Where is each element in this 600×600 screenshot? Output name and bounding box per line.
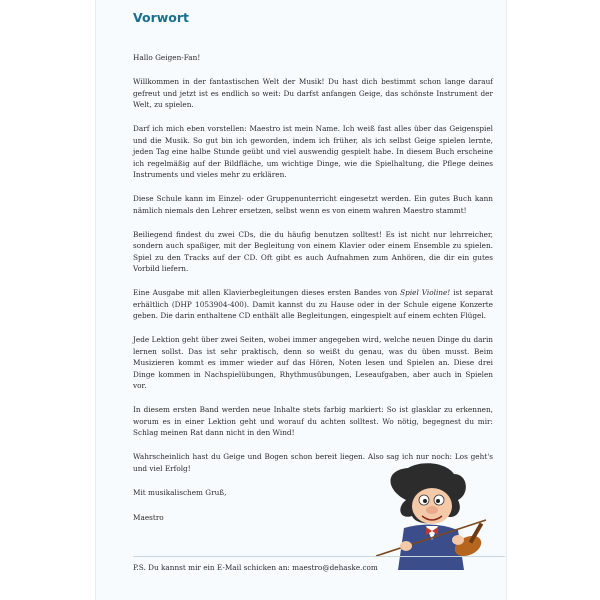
book-title: Spiel Violine! xyxy=(400,288,451,297)
paragraph-lessons: Diese Schule kann im Einzel- oder Gruppenunterricht eingesetzt werden. Ein gutes Buch kann nämlich niemals den Lehrer ersetzen, selbst wenn es von einem wahren Maestro stammt! xyxy=(133,194,493,215)
closing-line: Mit musikalischem Gruß, xyxy=(133,487,227,497)
document-page xyxy=(95,0,507,600)
greeting: Hallo Geigen-Fan! xyxy=(133,53,201,62)
edition-text-before: Eine Ausgabe mit allen Klavierbegleitungen dieses ersten Bandes von xyxy=(133,288,401,297)
postscript: P.S. Du kannst mir ein E-Mail schicken an: maestro@dehaske.com xyxy=(133,563,378,572)
footer-divider xyxy=(133,556,505,557)
page-title: Vorwort xyxy=(133,10,190,25)
paragraph-welcome: Willkommen in der fantastischen Welt der Musik! Du hast dich bestimmt schon lange darauf gefreut und jetzt ist es endlich so weit: Du darfst anfangen Geige, das schönste Instrument der Welt, zu spielen. xyxy=(133,77,493,109)
paragraph-markings: In diesem ersten Band werden neue Inhalte stets farbig markiert: So ist glasklar zu erkennen, worum es in einer Lektion geht und worauf du achten solltest. Wo nötig, begegnest du mir: Schlag meinen Rat dann nicht in den Wind! xyxy=(133,405,493,437)
paragraph-farewell: Wahrscheinlich hast du Geige und Bogen schon bereit liegen. Also sag ich nur noch: Los geht's und viel Erfolg! xyxy=(133,452,493,473)
paragraph-cds: Beiliegend findest du zwei CDs, die du häufig benutzen solltest! Es ist nicht nur lehrreicher, sondern auch spaßiger, mit der Begleitung von einem Klavier oder einem Ensemble zu spielen. Spiel zu den Tracks auf der CD. Oft gibt es auch Aufnahmen zum Anhören, die dir ein gutes Vorbild liefern. xyxy=(133,229,493,273)
signature: Maestro xyxy=(133,513,164,522)
edition-text-after: ist separat erhältlich (DHP 1053904-400). Damit kannst du zu Hause oder in der Schule eigene Konzerte geben. Die darin enthaltene CD enthält alle Begleitungen, eingespielt auf einem echten Flügel. xyxy=(133,288,493,320)
maestro-illustration xyxy=(346,460,506,570)
paragraph-introduction: Darf ich mich eben vorstellen: Maestro ist mein Name. Ich weiß fast alles über das Geigenspiel und die Musik. So gut bin ich geworden, indem ich früher, als ich selbst Geige spielen lernte, jeden Tag eine halbe Stunde geübt und viel auswendig gespielt habe. In diesem Buch erscheine ich regelmäßig auf der Bildfläche, um wichtige Dinge, wie die Spielhaltung, die Pflege deines Instruments und vieles mehr zu erklären. xyxy=(133,124,493,179)
paragraph-structure: Jede Lektion geht über zwei Seiten, wobei immer angegeben wird, welche neuen Dinge du darin lernen sollst. Das ist sehr praktisch, denn so weißt du genau, was du üben musst. Beim Musizieren kommt es immer wieder auf das Hören, Noten lesen und Spielen an. Diese drei Dinge kommen in Nachspielübungen, Rhythmusübungen, Leseaufgaben, aber auch in Spielen vor. xyxy=(133,335,493,390)
paragraph-edition xyxy=(133,287,493,322)
